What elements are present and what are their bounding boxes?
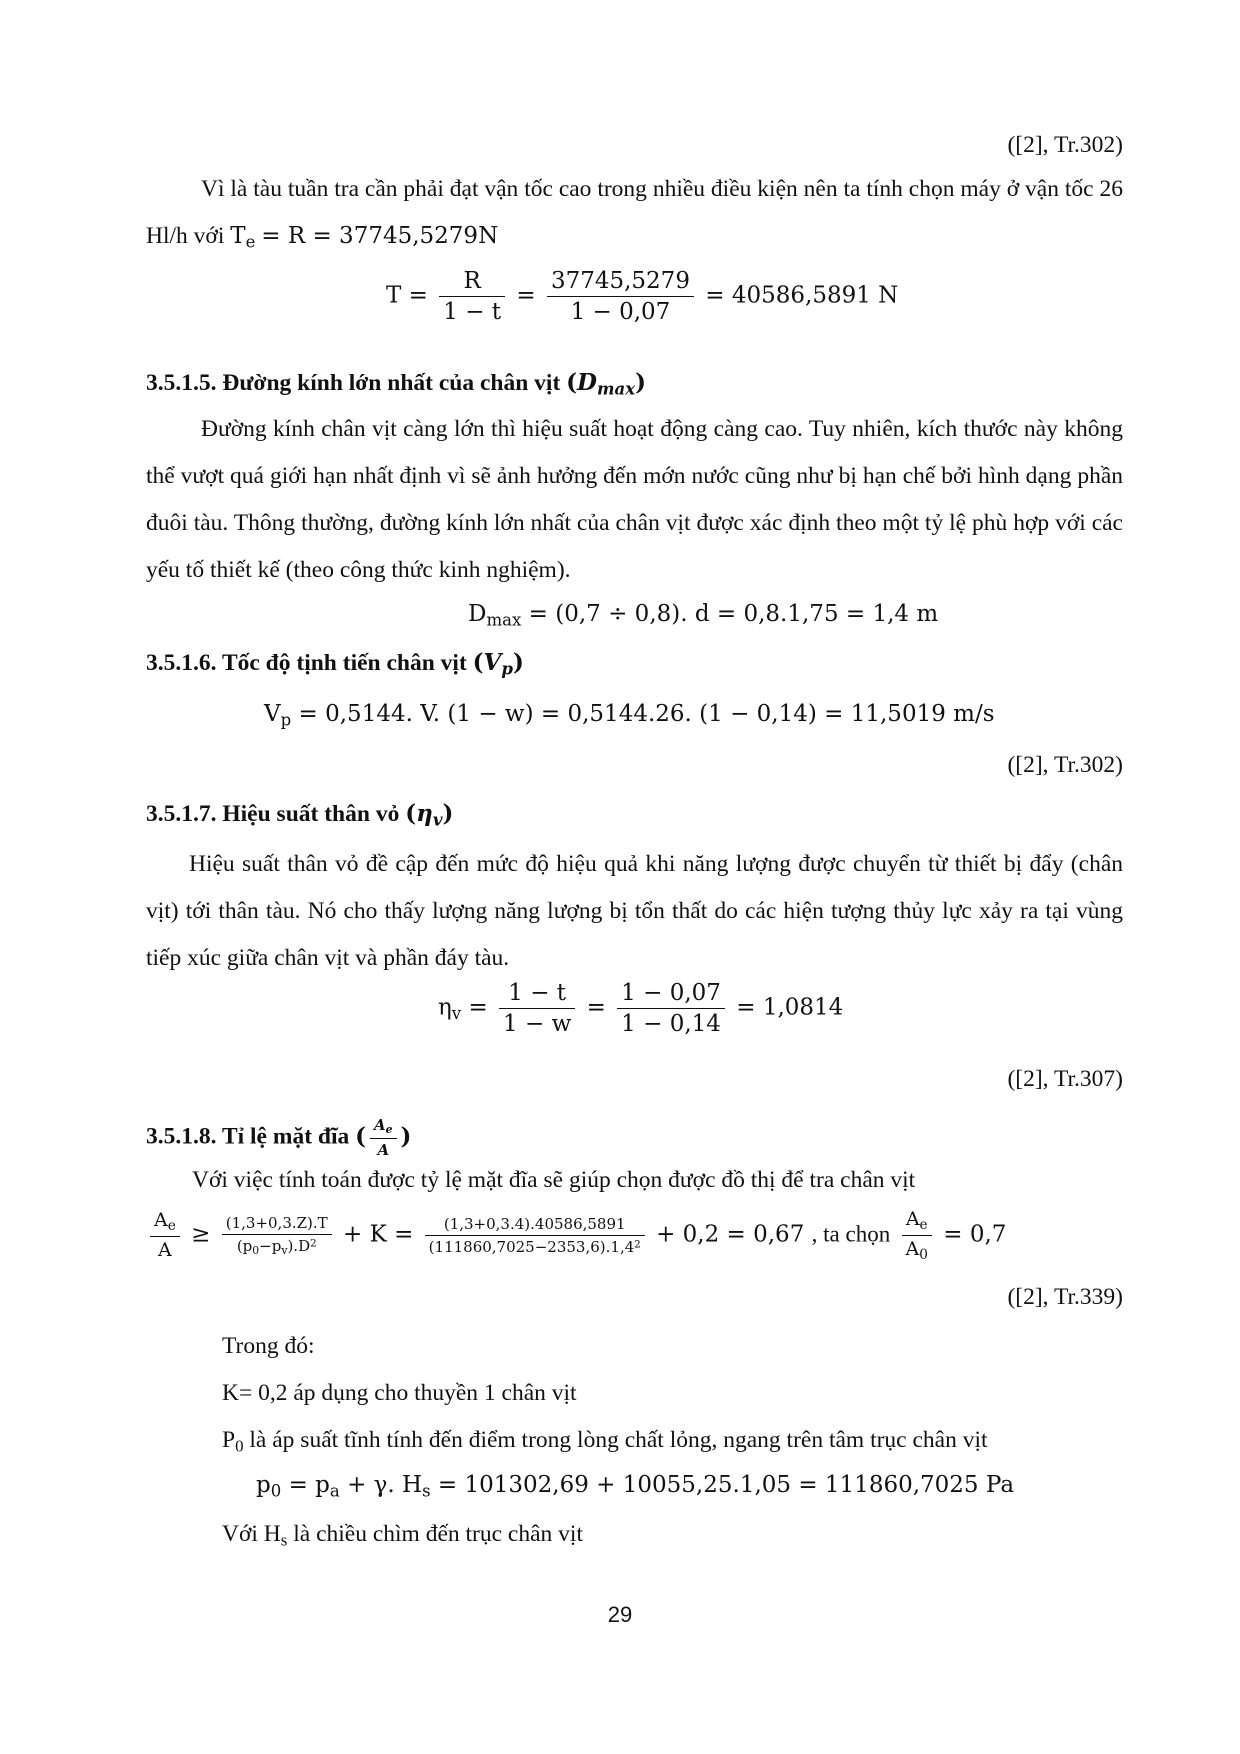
thrust-equals: = xyxy=(516,282,536,309)
eta-fraction-1 xyxy=(499,980,575,1037)
eta-symbol: $(\eta_v)$ xyxy=(405,800,454,830)
te-equation: = R = 37745,5279N xyxy=(261,223,499,249)
page-number: 29 xyxy=(607,1602,633,1627)
ratio-f3-den: $(111860,7025-2353,6).1,4^2$ xyxy=(428,1237,641,1256)
where-label: Trong đó: xyxy=(222,1333,315,1359)
equation-eta: $\eta_v$ = $\frac{1 - t}{1 - w}$ = $\frac{1 - 0,07}{1 - 0,14}$ = 1,0814 xyxy=(438,980,844,1037)
thrust-f1-num: R xyxy=(439,268,505,297)
thrust-f2-num: 37745,5279 xyxy=(547,268,694,297)
k-note: K= 0,2 áp dụng cho thuyền 1 chân vịt xyxy=(222,1380,577,1406)
ratio-f2-num: (1,3+0,3.Z).T xyxy=(222,1214,332,1235)
reference-302-top: ([2], Tr.302) xyxy=(1007,132,1123,158)
ratio-symbol-fraction: $\frac{A_e}{A}$ xyxy=(370,1116,397,1159)
p0-note: $P_0$ là áp suất tĩnh tính đến điểm trong lòng chất lỏng, ngang trên tâm trục chân vịt xyxy=(222,1427,988,1456)
heading-ratio-text: 3.5.1.8. Tỉ lệ mặt đĩa xyxy=(146,1123,350,1150)
ratio-symbol: ( $\frac{A_e}{A}$ ) xyxy=(355,1116,412,1160)
ratio-rhs: = 0,7 xyxy=(943,1221,1007,1248)
hs-note: Với $H_s$ là chiều chìm đến trục chân vịt xyxy=(222,1521,583,1550)
thrust-fraction-1 xyxy=(439,268,505,325)
equation-p0: $p_0 = p_a + \gamma$. $H_s = 101302,69 + 10055,25.1,05 = 111860,7025$ Pa xyxy=(256,1472,1015,1501)
heading-vp-text: 3.5.1.6. Tốc độ tịnh tiến chân vịt xyxy=(146,650,467,676)
equation-dmax: $D_{max} = (0,7 \div 0,8)$. d = 0,8.1,75 = 1,4 m xyxy=(468,601,939,630)
paragraph-dmax: Đường kính chân vịt càng lớn thì hiệu suất hoạt động càng cao. Tuy nhiên, kích thước này không thể vượt quá giới hạn nhất định vì sẽ ảnh hưởng đến mớn nước cũng như bị hạn chế bởi hình dạng phần đuôi tàu. Thông thường, đường kính lớn nhất của chân vịt được xác định theo một tỷ lệ phù hợp với các yếu tố thiết kế (theo công thức kinh nghiệm). xyxy=(146,416,1123,583)
p0-eq-rhs: = 101302,69 + 10055,25.1,05 = 111860,7025 Pa xyxy=(437,1472,1015,1498)
thrust-f2-den: 1 − 0,07 xyxy=(570,299,671,325)
ratio-f3-den-text: (111860,7025−2353,6).1,4 xyxy=(428,1237,635,1256)
eta-f2-den: 1 − 0,14 xyxy=(621,1011,721,1037)
reference-339: ([2], Tr.339) xyxy=(1007,1284,1123,1310)
ratio-f3-num: (1,3+0,3.4).40586,5891 xyxy=(425,1215,645,1236)
reference-307: ([2], Tr.307) xyxy=(1007,1066,1123,1092)
ratio-choose: , ta chọn xyxy=(811,1221,891,1247)
paragraph-eta: Hiệu suất thân vỏ đề cập đến mức độ hiệu quả khi năng lượng được chuyển từ thiết bị đẩy (chân vịt) tới thân tàu. Nó cho thấy lượng năng lượng bị tổn thất do các hiện tượng thủy lực xảy ra tại vùng tiếp xúc giữa chân vịt và phần đáy tàu. xyxy=(146,851,1123,971)
heading-3-5-1-8 xyxy=(146,1116,411,1159)
eta-f1-den: 1 − w xyxy=(503,1011,572,1037)
heading-3-5-1-6 xyxy=(146,649,524,679)
hs-note-text: là chiều chìm đến trục chân vịt xyxy=(293,1521,583,1547)
heading-eta-text: 3.5.1.7. Hiệu suất thân vỏ xyxy=(146,801,400,827)
ratio-plus-k: + K = xyxy=(343,1221,414,1248)
ratio-fraction-1: $\frac{A_e}{A}$ xyxy=(150,1209,180,1261)
reference-302-bottom: ([2], Tr.302) xyxy=(1007,752,1123,778)
eta-fraction-2 xyxy=(617,980,725,1037)
paragraph-ratio: Với việc tính toán được tỷ lệ mặt đĩa sẽ giúp chọn được đồ thị để tra chân vịt xyxy=(192,1167,916,1193)
dmax-equation-text: = (0,7 ÷ 0,8). d = 0,8.1,75 = 1,4 m xyxy=(528,601,939,627)
thrust-f1-den: 1 − t xyxy=(443,299,502,325)
p0-note-text: là áp suất tĩnh tính đến điểm trong lòng chất lỏng, ngang trên tâm trục chân vịt xyxy=(249,1427,988,1453)
thrust-fraction-2 xyxy=(547,268,694,325)
thrust-lhs: T = xyxy=(386,282,428,309)
ratio-fraction-4: $\frac{A_e}{A_0}$ xyxy=(902,1208,932,1263)
heading-3-5-1-7 xyxy=(146,800,453,830)
eta-equals: = xyxy=(586,994,606,1021)
thrust-rhs: = 40586,5891 N xyxy=(705,282,899,309)
eta-f2-num: 1 − 0,07 xyxy=(617,980,725,1009)
dmax-symbol: $(D_{max})$ xyxy=(566,369,646,399)
ratio-mid: + 0,2 = 0,67 xyxy=(656,1221,805,1248)
ratio-ge: ≥ xyxy=(191,1221,211,1248)
heading-dmax-text: 3.5.1.5. Đường kính lớn nhất của chân vịt xyxy=(146,370,561,396)
paragraph-speed-text: Vì là tàu tuần tra cần phải đạt vận tốc cao trong nhiều điều kiện nên ta tính chọn máy ở vận tốc 26 Hl/h với xyxy=(146,176,1123,249)
eta-f1-num: 1 − t xyxy=(499,980,575,1009)
p0-eq-mid: + γ. H xyxy=(347,1472,423,1498)
te-symbol: $T_e$ xyxy=(230,223,256,252)
eta-rhs: = 1,0814 xyxy=(736,994,844,1021)
equation-ratio xyxy=(146,1208,1006,1263)
vp-symbol: $(V_p)$ xyxy=(472,649,524,679)
equation-thrust xyxy=(386,268,898,325)
paragraph-speed xyxy=(146,166,1123,266)
heading-3-5-1-5 xyxy=(146,369,646,399)
vp-equation-text: = 0,5144. V. (1 − w) = 0,5144.26. (1 − 0,14) = 11,5019 m/s xyxy=(298,701,995,727)
ratio-f2-den: $(p_0-p_v).D^2$ xyxy=(236,1236,317,1257)
ratio-fraction-3 xyxy=(425,1215,645,1256)
equation-vp: $V_p = 0,5144$. V. (1 − w) = 0,5144.26. (1 − 0,14) = 11,5019 m/s xyxy=(264,701,995,730)
ratio-fraction-2 xyxy=(222,1214,332,1257)
